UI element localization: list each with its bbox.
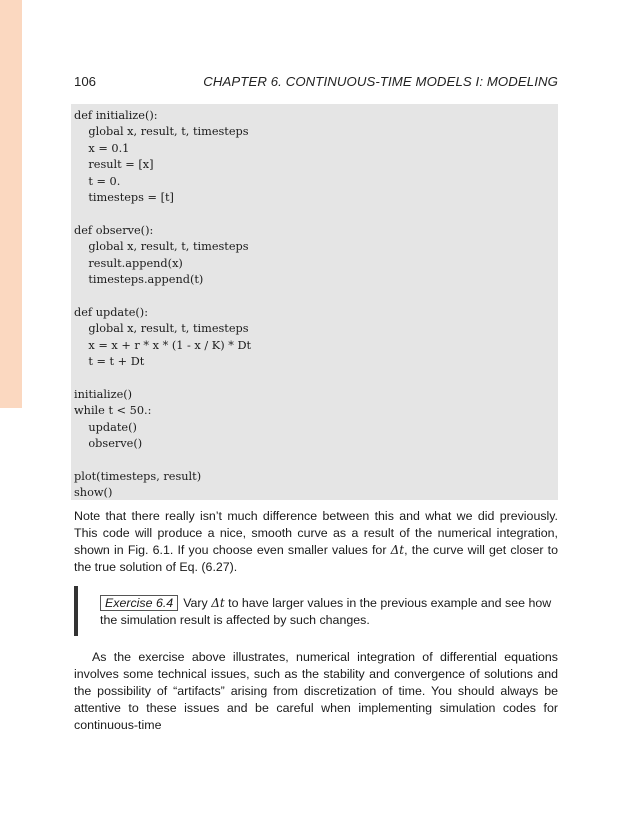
code-block [71,104,558,500]
exercise-label: Exercise 6.4 [100,595,178,611]
code-line: result = [x] [74,158,154,172]
exercise-delta-t-math: Δt [211,596,225,610]
page-number: 106 [74,74,97,89]
exercise-text-a: Vary [183,596,212,610]
chapter-title: CHAPTER 6. CONTINUOUS-TIME MODELS I: MODELING [203,74,558,89]
delta-t-math: Δt [390,543,405,557]
code-line: global x, result, t, timesteps [74,125,249,139]
code-line: plot(timesteps, result) [74,469,202,483]
paragraph-2: As the exercise above illustrates, numerical integration of differential equations involves some technical issues, such as the stability and convergence of solutions and the possibility of “artifacts” arising from discretization of time. You should always be attentive to these issues and be careful when implementing simulation codes for continuous-time [74,650,558,732]
code-line: initialize() [74,387,133,401]
paragraph-1 [74,508,558,576]
code-line: update() [74,420,137,434]
code-line: t = t + Dt [74,355,145,369]
code-line: x = 0.1 [74,141,130,155]
code-line: def update(): [74,305,149,319]
code-line: while t < 50.: [74,404,152,418]
code-line: timesteps = [t] [74,191,174,205]
paragraph-1-text-b: , the curve will get closer to the true solution of Eq. (6.27). [74,543,558,574]
code-line: global x, result, t, timesteps [74,322,249,336]
exercise-text-b: to have larger values in the previous example and see how the simulation result is affected by such changes. [100,596,552,627]
exercise-box [74,586,558,636]
code-line: t = 0. [74,174,121,188]
code-line: timesteps.append(t) [74,273,204,287]
paragraph-1-text-a: Note that there really isn’t much difference between this and what we did previously. This code will produce a nice, smooth curve as a result of the numerical integration, shown in Fig. 6.1. If you choose even smaller values for [74,509,558,557]
code-line: show() [74,486,113,500]
margin-tab [0,0,22,408]
code-line: def initialize(): [74,109,158,122]
code-listing [71,104,558,502]
code-line: result.append(x) [74,256,183,270]
exercise-content [100,595,558,629]
code-line: def observe(): [74,223,154,237]
code-line: x = x + r * x * (1 - x / K) * Dt [74,338,252,352]
code-line: global x, result, t, timesteps [74,240,249,254]
code-line: observe() [74,437,143,451]
